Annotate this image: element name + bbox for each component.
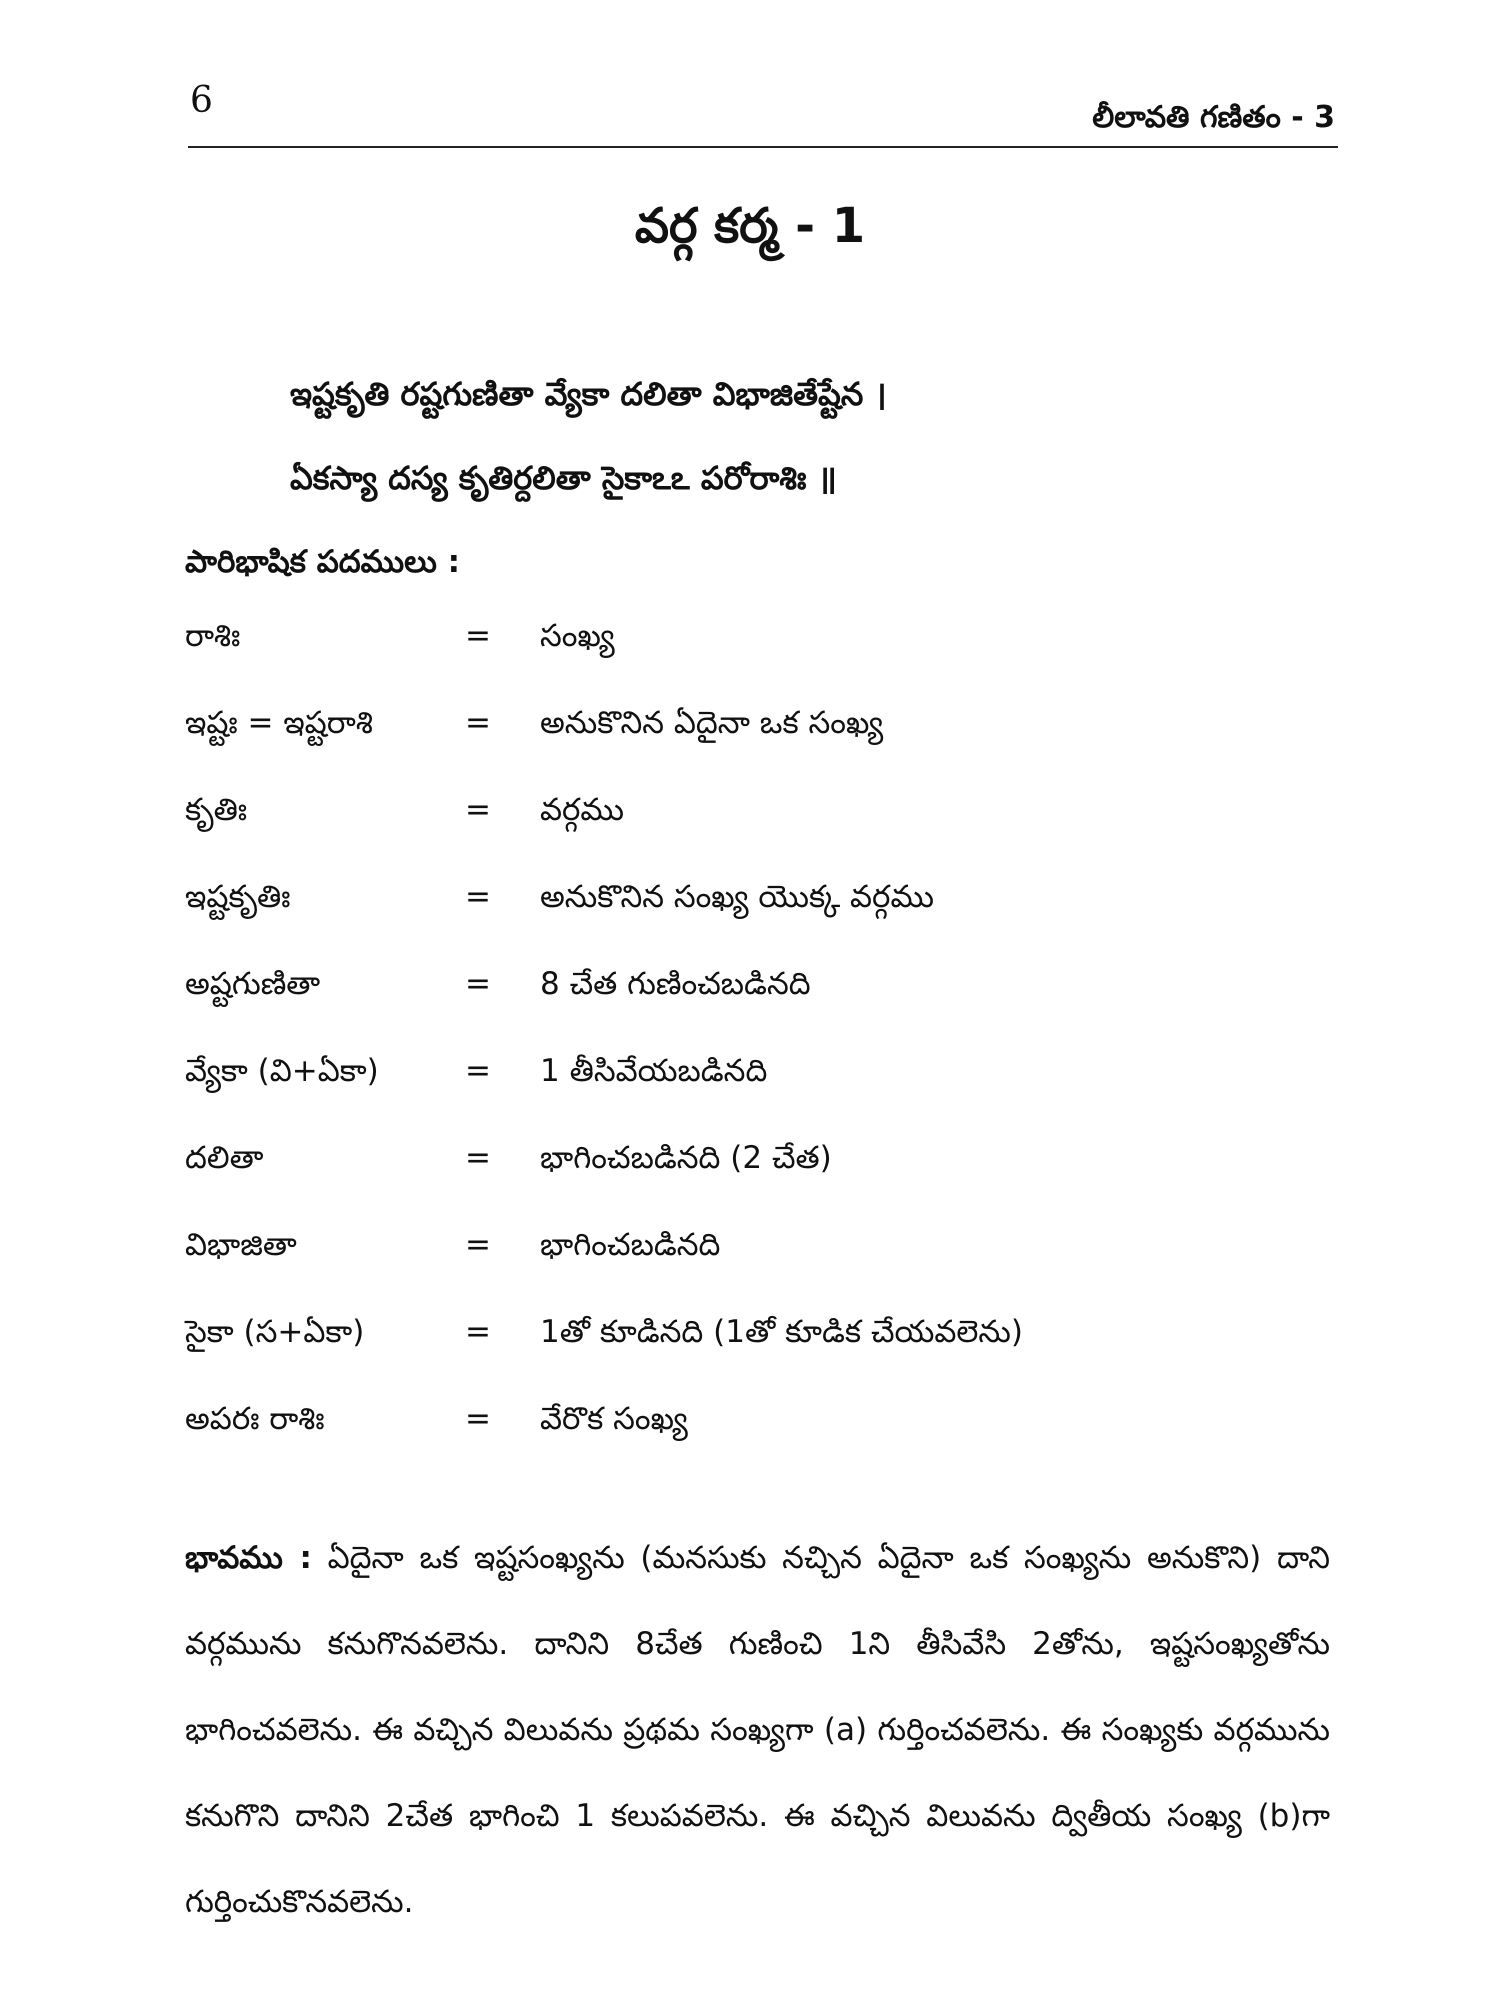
equals-sign: = (465, 1140, 491, 1176)
verse-line: ఏకస్యా దస్య కృతిర్దలితా సైకాఽఽ పరోరాశిః ॥ (290, 459, 837, 497)
glossary-row (185, 1053, 1315, 1140)
glossary-definition: 1తో కూడినది (1తో కూడిక చేయవలెను) (540, 1314, 1023, 1350)
glossary-term: కృతిః (185, 792, 247, 828)
glossary-term: అష్టగుణితా (185, 966, 321, 1002)
glossary-definition: భాగించబడినది (540, 1227, 721, 1263)
glossary-definition: 8 చేత గుణించబడినది (540, 966, 811, 1002)
equals-sign: = (465, 792, 491, 828)
glossary-term: అపరః రాశిః (185, 1401, 325, 1437)
glossary-row (185, 1401, 1315, 1488)
verse-line: ఇష్టకృతి రష్టగుణితా వ్యేకా దలితా విభాజితేష్టేన । (290, 375, 887, 413)
glossary-row (185, 966, 1315, 1053)
glossary-definition: వేరొక సంఖ్య (540, 1401, 688, 1437)
glossary-term: ఇష్టకృతిః (185, 879, 291, 915)
equals-sign: = (465, 879, 491, 915)
equals-sign: = (465, 618, 491, 654)
glossary-row (185, 618, 1315, 705)
chapter-title: వర్గ కర్మ - 1 (634, 198, 866, 254)
meaning-text: ఏదైనా ఒక ఇష్టసంఖ్యను (మనసుకు నచ్చిన ఏదైనా ఒక సంఖ్యను అనుకొని) దాని వర్గమును కనుగొనవలెను. దానిని 8చేత గుణించి 1ని తీసివేసి 2తోను, ఇష్టసంఖ్యతోను భాగించవలెను. ఈ వచ్చిన విలువను ప్రథమ సంఖ్యగా (a) గుర్తించవలెను. ఈ సంఖ్యకు వర్గమును కనుగొని దానిని 2చేత భాగించి 1 కలుపవలెను. ఈ వచ్చిన విలువను ద్వితీయ సంఖ్య (b)గా గుర్తించుకొనవలెను. (185, 1540, 1330, 1920)
glossary-term: ఇష్టః = ఇష్టరాశి (185, 705, 373, 741)
glossary-table (185, 618, 1315, 1488)
glossary-row (185, 879, 1315, 966)
sanskrit-verse (290, 352, 887, 520)
glossary-row (185, 792, 1315, 879)
equals-sign: = (465, 1401, 491, 1437)
glossary-definition: భాగించబడినది (2 చేత) (540, 1140, 832, 1176)
glossary-row (185, 705, 1315, 792)
equals-sign: = (465, 1314, 491, 1350)
glossary-row (185, 1140, 1315, 1227)
equals-sign: = (465, 1053, 491, 1089)
glossary-row (185, 1227, 1315, 1314)
glossary-term: సైకా (స+ఏకా) (185, 1314, 365, 1350)
equals-sign: = (465, 966, 491, 1002)
glossary-heading: పారిభాషిక పదములు : (185, 544, 461, 580)
equals-sign: = (465, 1227, 491, 1263)
running-title: లీలావతి గణితం - 3 (1092, 100, 1335, 135)
page-number: 6 (190, 80, 213, 121)
glossary-term: వ్యేకా (వి+ఏకా) (185, 1053, 379, 1089)
header-rule (188, 146, 1338, 148)
glossary-definition: వర్గము (540, 792, 624, 828)
glossary-definition: 1 తీసివేయబడినది (540, 1053, 768, 1089)
glossary-term: రాశిః (185, 618, 241, 654)
glossary-row (185, 1314, 1315, 1401)
equals-sign: = (465, 705, 491, 741)
glossary-term: విభాజితా (185, 1227, 297, 1263)
meaning-paragraph (185, 1515, 1330, 1945)
meaning-label: భావము : (185, 1540, 312, 1576)
glossary-definition: అనుకొనిన సంఖ్య యొక్క వర్గము (540, 879, 934, 915)
glossary-term: దలితా (185, 1140, 264, 1176)
glossary-definition: అనుకొనిన ఏదైనా ఒక సంఖ్య (540, 705, 884, 741)
glossary-definition: సంఖ్య (540, 618, 615, 654)
